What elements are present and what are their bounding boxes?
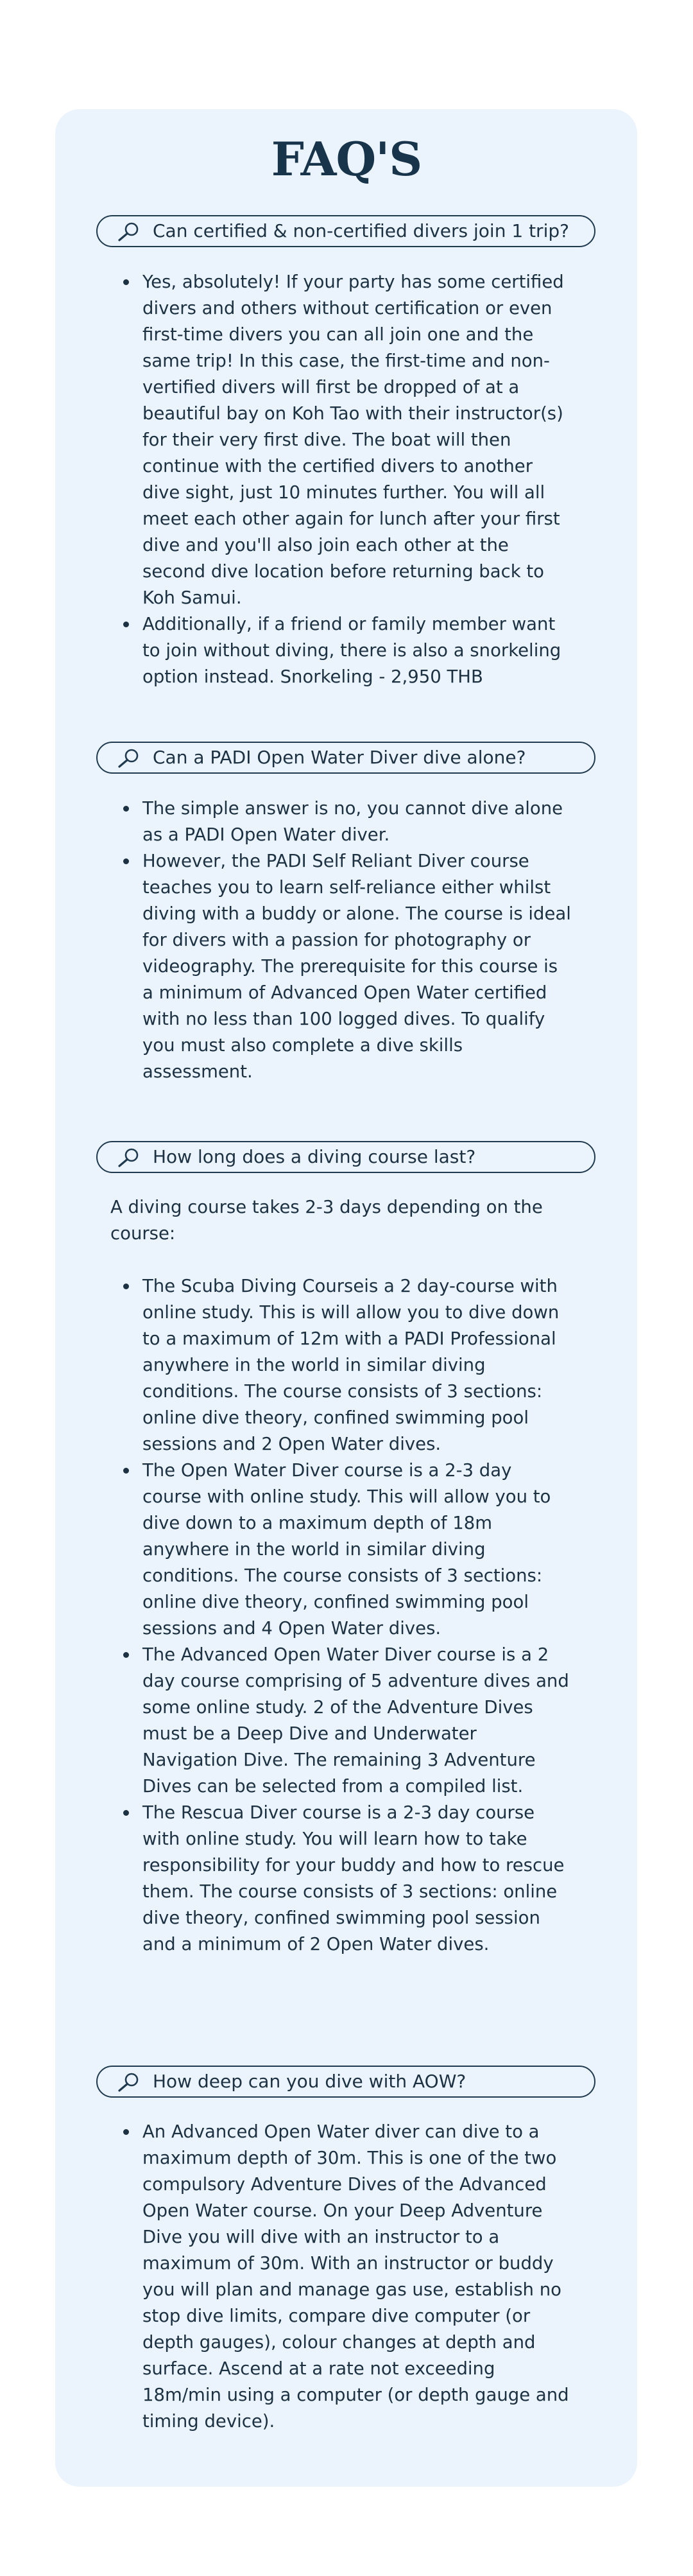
answer-bullet: The simple answer is no, you cannot dive alone as a PADI Open Water diver.: [142, 796, 572, 848]
faq-answer: [110, 269, 572, 690]
magnifier-icon: [117, 748, 141, 769]
faq-question-pill[interactable]: [96, 742, 595, 774]
magnifier-icon: [117, 222, 141, 242]
answer-list: [110, 269, 572, 690]
faq-question-text: How deep can you dive with AOW?: [153, 2071, 466, 2092]
answer-bullet: However, the PADI Self Reliant Diver course teaches you to learn self-reliance either whilst diving with a buddy or alone. The course is ideal for divers with a passion for photography or videography. The prerequisite for this course is a minimum of Advanced Open Water certified with no less than 100 logged dives. To qualify you must also complete a dive skills assessment.: [142, 848, 572, 1085]
faq-question-text: Can a PADI Open Water Diver dive alone?: [153, 747, 526, 768]
faq-question-text: How long does a diving course last?: [153, 1146, 476, 1167]
answer-bullet: The Scuba Diving Courseis a 2 day-course with online study. This is will allow you to dive down to a maximum of 12m with a PADI Professional anywhere in the world in similar diving conditions. The course consists of 3 sections: online dive theory, confined swimming pool sessions and 2 Open Water dives.: [142, 1273, 572, 1458]
answer-bullet: The Open Water Diver course is a 2-3 day course with online study. This will allow you to dive down to a maximum depth of 18m anywhere in the world in similar diving conditions. The course consists of 3 sections: online dive theory, confined swimming pool sessions and 4 Open Water dives.: [142, 1458, 572, 1642]
faq-answer: [110, 2119, 572, 2435]
answer-bullet: Yes, absolutely! If your party has some certified divers and others without certification or even first-time divers you can all join one and the same trip! In this case, the first-time and non-vertified divers will first be dropped of at a beautiful bay on Koh Tao with their instructor(s) for their very first dive. The boat will then continue with the certified divers to another dive sight, just 10 minutes further. You will all meet each other again for lunch after your first dive and you'll also join each other at the second dive location before returning back to Koh Samui.: [142, 269, 572, 611]
answer-bullet: Additionally, if a friend or family member want to join without diving, there is also a snorkeling option instead. Snorkeling - 2,950 THB: [142, 611, 572, 690]
answer-bullet: The Advanced Open Water Diver course is a 2 day course comprising of 5 adventure dives and some online study. 2 of the Adventure Dives must be a Deep Dive and Underwater Navigation Dive. The remaining 3 Adventure Dives can be selected from a compiled list.: [142, 1642, 572, 1800]
faq-answer: [110, 1194, 572, 1958]
answer-bullet: An Advanced Open Water diver can dive to a maximum depth of 30m. This is one of the two compulsory Adventure Dives of the Advanced Open Water course. On your Deep Adventure Dive you will dive with an instructor to a maximum of 30m. With an instructor or buddy you will plan and manage gas use, establish no stop dive limits, compare dive computer (or depth gauges), colour changes at depth and surface. Ascend at a rate not exceeding 18m/min using a computer (or depth gauge and timing device).: [142, 2119, 572, 2435]
answer-bullet: The Rescua Diver course is a 2-3 day course with online study. You will learn how to take responsibility for your buddy and how to rescue them. The course consists of 3 sections: online dive theory, confined swimming pool session and a minimum of 2 Open Water dives.: [142, 1800, 572, 1958]
faq-question-text: Can certified & non-certified divers join 1 trip?: [153, 220, 569, 241]
faq-answer: [110, 796, 572, 1085]
magnifier-icon: [117, 2072, 141, 2093]
answer-list: [110, 1273, 572, 1958]
faq-question-pill[interactable]: [96, 1141, 595, 1173]
answer-list: [110, 796, 572, 1085]
answer-intro: A diving course takes 2-3 days depending on the course:: [110, 1197, 543, 1244]
page-title: FAQ'S: [271, 132, 422, 186]
magnifier-icon: [117, 1147, 141, 1168]
answer-list: [110, 2119, 572, 2435]
faq-question-pill[interactable]: [96, 215, 595, 247]
faq-question-pill[interactable]: [96, 2066, 595, 2098]
